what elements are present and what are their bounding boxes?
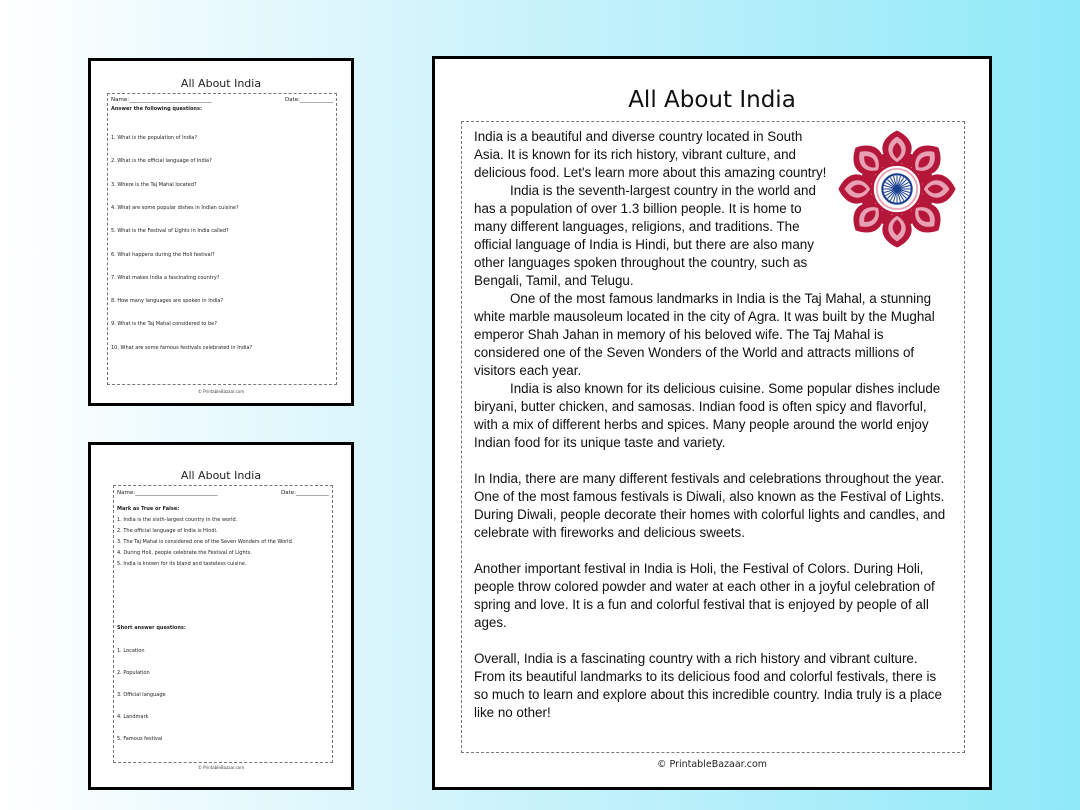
- list-item: 9. What is the Taj Mahal considered to be?: [111, 321, 217, 328]
- list-item: 4. Landmark: [117, 714, 149, 720]
- list-item: 3. The Taj Mahal is considered one of the Seven Wonders of the World.: [117, 539, 294, 545]
- list-item: 3. Official language: [117, 692, 166, 698]
- paragraph-cuisine: India is also known for its delicious cuisine. Some popular dishes include biryani, butter chicken, and samosas. Indian food is often spicy and flavorful, with a mix of different herbs and spices. Many people around the world enjoy Indian food for its unique taste and variety.: [474, 381, 941, 450]
- list-item: 5. India is known for its bland and tasteless cuisine.: [117, 561, 247, 567]
- passage-text: [474, 128, 952, 722]
- list-item: 7. What makes India a fascinating country?: [111, 274, 220, 281]
- list-item: 5. Famous festival: [117, 736, 163, 742]
- page-footer: © PrintableBazaar.com: [656, 759, 768, 770]
- list-item: 10. What are some famous festivals celebrated in India?: [111, 344, 253, 351]
- name-line: Name:______________________________: [117, 490, 218, 496]
- paragraph-taj-mahal: One of the most famous landmarks in India is the Taj Mahal, a stunning white marble mausoleum located in the city of Agra. It was built by the Mughal emperor Shah Jahan in memory of his beloved wife. The Taj Mahal is considered one of the Seven Wonders of the World and attracts millions of visitors each year.: [474, 291, 935, 378]
- name-line: Name:______________________________: [111, 97, 212, 103]
- date-line: Date:____________: [281, 490, 329, 496]
- worksheet-footer: © PrintableBazaar.com: [197, 765, 245, 770]
- worksheet-title: All About India: [180, 469, 262, 482]
- list-item: 1. What is the population of India?: [111, 135, 197, 141]
- worksheet-truefalse-page: [88, 442, 354, 790]
- list-item: 2. What is the official language of India?: [111, 158, 212, 165]
- list-item: 2. Population: [117, 670, 150, 676]
- questions-heading: Answer the following questions:: [111, 106, 202, 112]
- paragraph-diwali: In India, there are many different festivals and celebrations throughout the year. One of the most famous festivals is Diwali, also known as the Festival of Lights. During Diwali, people decorate their homes with colorful lights and candles, and celebrate with fireworks and delicious sweets.: [474, 471, 946, 540]
- list-item: 3. Where is the Taj Mahal located?: [111, 181, 197, 188]
- paragraph-intro: India is a beautiful and diverse country located in South Asia. It is known for its rich history, vibrant culture, and delicious food. Let's learn more about this amazing country!: [474, 129, 827, 180]
- list-item: 1. India is the sixth-largest country in the world.: [117, 517, 238, 523]
- worksheet-box: [107, 93, 337, 385]
- date-line: Date:____________: [285, 97, 333, 103]
- list-item: 4. What are some popular dishes in Indian cuisine?: [111, 204, 239, 211]
- worksheet-questions-page: [88, 58, 354, 406]
- list-item: 1. Location: [117, 648, 145, 654]
- paragraph-holi: Another important festival in India is Holi, the Festival of Colors. During Holi, people throw colored powder and water at each other in a joyful celebration of spring and love. It is a fun and colorful festival that is enjoyed by people of all ages.: [474, 561, 935, 630]
- list-item: 5. What is the Festival of Lights in India called?: [111, 228, 229, 235]
- list-item: 8. How many languages are spoken in India?: [111, 298, 224, 305]
- list-item: 4. During Holi, people celebrate the Festival of Lights.: [117, 550, 252, 556]
- page-title: All About India: [628, 87, 796, 113]
- paragraph-conclusion: Overall, India is a fascinating country with a rich history and vibrant culture. From its beautiful landmarks to its delicious food and colorful festivals, there is so much to learn and explore about this incredible country. India truly is a place like no other!: [474, 651, 942, 720]
- worksheet-title: All About India: [180, 77, 262, 90]
- list-item: 6. What happens during the Holi festival?: [111, 251, 215, 258]
- worksheet-footer: © PrintableBazaar.com: [197, 389, 245, 394]
- list-item: 2. The official language of India is Hindi.: [117, 528, 218, 534]
- shortanswer-heading: Short answer questions:: [117, 625, 186, 631]
- reading-passage-page: [432, 56, 992, 790]
- truefalse-heading: Mark as True or False:: [117, 506, 180, 512]
- rangoli-mandala-illustration: [836, 128, 958, 250]
- paragraph-population: India is the seventh-largest country in the world and has a population of over 1.3 billion people. It is home to many different languages, religions, and traditions. The official language of India is Hindi, but there are also many other languages spoken throughout the country, such as Bengali, Tamil, and Telugu.: [474, 183, 816, 288]
- worksheet-box: [113, 485, 333, 763]
- passage-box: [461, 121, 965, 753]
